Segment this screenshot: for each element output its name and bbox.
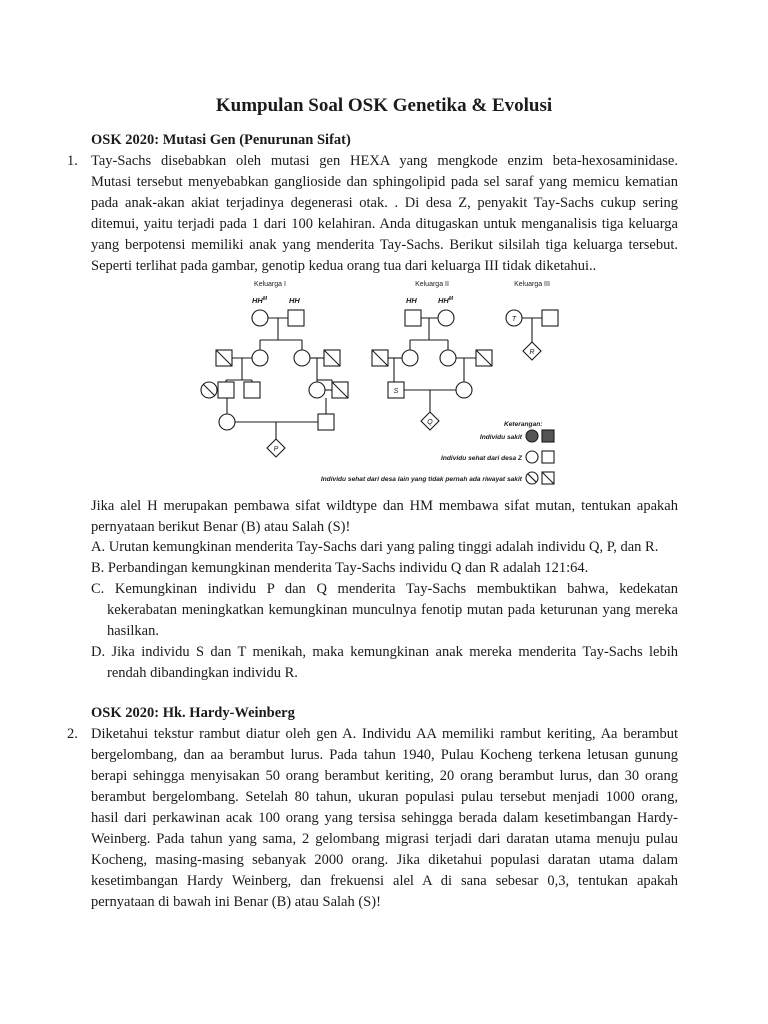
svg-text:Q: Q — [427, 419, 433, 426]
legend-sick-circle — [526, 430, 538, 442]
q2-line: Diketahui tekstur rambut diatur oleh gen A. Individu AA memiliki rambut keriting, Aa berambut — [91, 726, 678, 742]
legend-sick-label: Individu sakit — [479, 434, 522, 441]
legend-healthy-z-circle — [526, 451, 538, 463]
option-d: D. Jika individu S dan T menikah, maka kemungkinan anak mereka menderita Tay-Sachs lebih rendah dibandingkan individu R. — [91, 644, 678, 681]
fam1-gen4-female — [219, 414, 235, 430]
fam2-gen3-female — [456, 382, 472, 398]
fam1-father-genotype: HH — [289, 296, 300, 305]
q2-line: pernyataan di bawah ini Benar (B) atau Salah (S)! — [91, 894, 381, 910]
fam1-gen3-female — [309, 382, 325, 398]
legend-healthy-z-square — [542, 451, 554, 463]
svg-text:R: R — [529, 349, 535, 356]
legend-healthy-z-label: Individu sehat dari desa Z — [441, 455, 522, 462]
q1-line: Tay-Sachs disebabkan oleh mutasi gen HEXA yang mengkode enzim beta-hexosaminidase. — [91, 153, 678, 169]
fam2-mother — [438, 310, 454, 326]
fam2-father — [405, 310, 421, 326]
question-1-text — [91, 151, 678, 277]
fam3-father — [542, 310, 558, 326]
q1-line: Mutasi tersebut menyebabkan ganglioside dan sphingolipid pada sel saraf yang memicu kematian — [91, 174, 678, 190]
fam2-daughter-2 — [440, 350, 456, 366]
svg-text:P: P — [273, 446, 279, 453]
option-b: B. Perbandingan kemungkinan menderita Tay-Sachs individu Q dan R adalah 121:64. — [91, 560, 589, 576]
svg-text:S: S — [393, 388, 399, 395]
page-title: Kumpulan Soal OSK Genetika & Evolusi — [215, 95, 553, 116]
legend-healthy-other-label: Individu sehat dari desa lain yang tidak pernah ada riwayat sakit — [320, 476, 522, 483]
pedigree-figure — [192, 276, 572, 488]
q2-line: kesetimbangan Hardy Weinberg, dan frekuensi alel A di sana sebesar 0,3, tentukan apakah — [91, 873, 678, 889]
q2-line: berambut bergelombang. Setelah 80 tahun, ukuran populasi pulau tersebut menjadi 1000 orang, — [91, 789, 678, 805]
option-a: A. Urutan kemungkinan menderita Tay-Sachs dari yang paling tinggi adalah individu Q, P, dan R. — [91, 539, 659, 555]
fam1-daughter — [252, 350, 268, 366]
fam1-mother-genotype: $HH^M$ — [252, 296, 268, 305]
family-3-title: Keluarga III — [514, 281, 550, 288]
prompt-line: pernyataan berikut Benar (B) atau Salah (S)! — [91, 519, 351, 535]
fam1-gen4-male — [318, 414, 334, 430]
fam2-mother-genotype: $HH^M$ — [438, 296, 454, 305]
question-number-2: 2. — [67, 726, 78, 742]
fam1-father — [288, 310, 304, 326]
legend-title: Keterangan: — [504, 421, 543, 428]
option-c: C. Kemungkinan individu P dan Q menderita Tay-Sachs membuktikan bahwa, kedekatan kekerabatan meningkatkan kemungkinan munculnya fenotip mutan pada keturunan yang mereka hasilkan. — [91, 581, 678, 639]
q2-line: bergelombang, dan aa berambut lurus. Pada tahun 1940, Pulau Kocheng terkena letusan gunung — [91, 747, 678, 763]
family-1-title: Keluarga I — [254, 281, 286, 288]
question-number-1: 1. — [67, 153, 78, 169]
fam1-gen3-male — [218, 382, 234, 398]
q1-line: yang berpotensi memiliki anak yang menderita Tay-Sachs. Berikut silsilah tiga keluarga tersebut. — [91, 237, 678, 253]
q2-line: Kocheng, masing-masing sebanyak 2000 orang. Jika diketahui populasi daratan utama dalam — [91, 852, 678, 868]
q1-line: ditemui, yaitu terjadi pada 1 dari 100 kelahiran. Anda ditugaskan untuk menganalisis tiga keluarga — [91, 216, 678, 232]
q2-line: hasil dari perkawinan acak 100 orang yang tersisa sehingga berada dalam kesetimbangan Hardy- — [91, 810, 678, 826]
fam1-gen3-male-2 — [244, 382, 260, 398]
fam1-mother — [252, 310, 268, 326]
section-heading-q1: OSK 2020: Mutasi Gen (Penurunan Sifat) — [91, 132, 351, 148]
svg-text:T: T — [511, 316, 517, 323]
fam1-daughter-2 — [294, 350, 310, 366]
fam2-father-genotype: HH — [406, 296, 417, 305]
question-2-text — [91, 724, 678, 913]
legend-sick-square — [542, 430, 554, 442]
q1-line: Seperti terlihat pada gambar, genotip kedua orang tua dari keluarga III tidak diketahui.. — [91, 258, 597, 274]
q1-line: pada anak-akan akiat terjadinya degenerasi otak. . Di desa Z, penyakit Tay-Sachs cukup sering — [91, 195, 678, 211]
q2-line: berapi sehingga menyisakan 50 orang berambut keriting, 20 orang berambut lurus, dan 30 orang — [91, 768, 678, 784]
q2-line: Weinberg. Pada tahun yang sama, 2 gelombang migrasi terjadi dari daratan utama menuju pulau — [91, 831, 678, 847]
section-heading-q2: OSK 2020: Hk. Hardy-Weinberg — [91, 705, 295, 721]
fam2-daughter — [402, 350, 418, 366]
family-2-title: Keluarga II — [415, 281, 449, 288]
question-1-prompt — [91, 496, 678, 538]
prompt-line: Jika alel H merupakan pembawa sifat wildtype dan HM membawa sifat mutan, tentukan apakah — [91, 498, 678, 514]
